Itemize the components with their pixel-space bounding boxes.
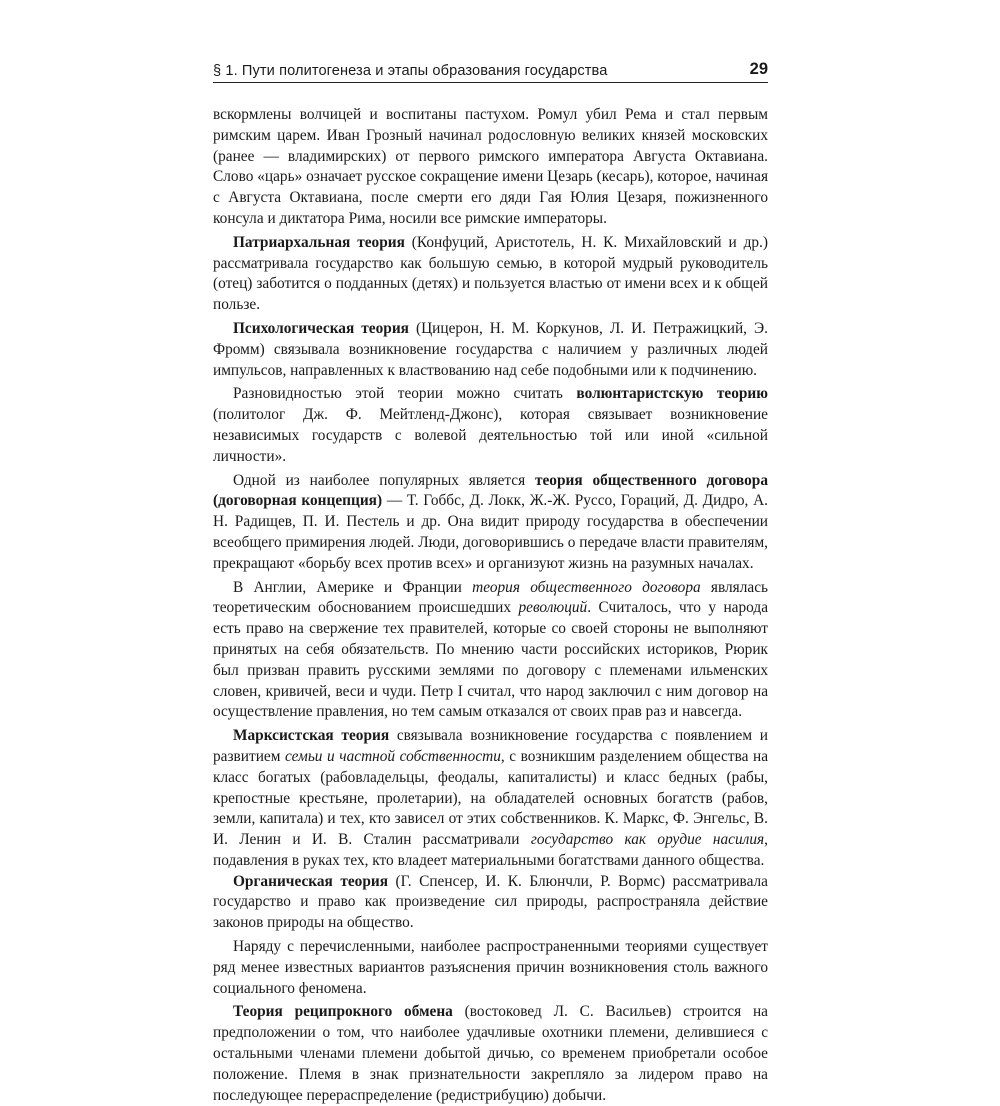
- bold-term: Органическая теория: [233, 872, 389, 890]
- bold-term: теория общественного договора (договорная концепция): [213, 471, 768, 510]
- paragraph: [213, 1002, 768, 1106]
- italic-term: теория общественного договора: [472, 578, 701, 596]
- running-header: [213, 55, 768, 83]
- text-run: (политолог Дж. Ф. Мейтленд-Джонс), которая связывает возникновение независимых государств с волевой деятельностью той или иной «сильной личности».: [213, 406, 768, 465]
- bold-term: Психологическая теория: [233, 319, 409, 337]
- text-run: В Англии, Америке и Франции: [233, 578, 473, 596]
- text-run: Разновидностью этой теории можно считать: [233, 385, 577, 403]
- paragraph: [213, 726, 768, 872]
- book-page: [213, 55, 768, 1106]
- text-run: (Г. Спенсер, И. К. Блюнчли, Р. Вормс) рассматривала государство и право как произведение сил природы, распространяла действие законов природы на общество.: [213, 872, 768, 932]
- page-number: 29: [749, 60, 768, 78]
- text-run: вскормлены волчицей и воспитаны пастухом. Ромул убил Рема и стал первым римским царем. Иван Грозный начинал родословную великих князей московских (ранее — владимирских) от первого римского императора Августа Октавиана. Слово «царь» означает русское сокращение имени Цезарь (кесарь), которое, начиная с Августа Октавиана, после смерти его дяди Гая Юлия Цезаря, пожизненного консула и диктатора Рима, носили все римские императоры.: [213, 106, 768, 227]
- paragraph: [213, 384, 768, 467]
- text-run: Наряду с перечисленными, наиболее распространенными теориями существует ряд менее известных вариантов разъяснения причин возникновения столь важного социального феномена.: [213, 938, 768, 997]
- text-run: . Считалось, что у народа есть право на свержение тех правителей, которые со своей стороны не выполняют принятых на себя обязательств. По мнению части российских историков, Рюрик был призван править русскими землями по договору с племенами ильменских словен, кривичей, веси и чуди. Петр I считал, что народ заключил с ним договор на осуществление правления, но тем самым отказался от своих прав раз и навсегда.: [213, 599, 769, 721]
- paragraph: [213, 319, 768, 381]
- text-run: (Конфуций, Аристотель, Н. К. Михайловский и др.) рассматривала государство как большую семью, в которой мудрый руководитель (отец) заботится о подданных (детях) и пользуется властью от имени всех и к общей пользе.: [213, 233, 768, 314]
- paragraph: [213, 578, 768, 724]
- text-run: Одной из наиболее популярных является: [233, 471, 535, 489]
- italic-term: революций: [518, 599, 588, 617]
- bold-term: Теория реципрокного обмена: [233, 1003, 453, 1021]
- text-run: являлась теоретическим обоснованием происшедших: [213, 578, 769, 617]
- italic-term: государство как орудие насилия: [530, 831, 765, 849]
- paragraph: [213, 233, 768, 316]
- bold-term: Патриархальная теория: [233, 233, 405, 251]
- paragraph: [213, 105, 768, 230]
- paragraph: [213, 872, 768, 934]
- text-run: , с возникшим разделением общества на класс богатых (рабовладельцы, феодалы, капиталисты) и класс бедных (рабы, крепостные крестьяне, пролетарии), на обладателей основных богатств (рабов, земли, капитала) и тех, кто зависел от этих собственников. К. Маркс, Ф. Энгельс, В. И. Ленин и И. В. Сталин рассматривали: [213, 747, 768, 849]
- body-text: [213, 105, 768, 1106]
- text-run: — Т. Гоббс, Д. Локк, Ж.-Ж. Руссо, Гораций, Д. Дидро, А. Н. Радищев, П. И. Пестель и др. Она видит природу государства в обеспечении всеобщего примирения людей. Люди, договорившись о передаче власти правителям, прекращают «борьбу всех против всех» и организуют жизнь на разумных началах.: [213, 492, 768, 572]
- chapter-title: § 1. Пути политогенеза и этапы образования государства: [213, 63, 608, 79]
- paragraph: [213, 471, 768, 575]
- paragraph: [213, 937, 768, 999]
- italic-term: семьи и частной собственности: [285, 747, 501, 765]
- text-run: , подавления в руках тех, кто владеет материальными богатствами данного общества.: [213, 831, 768, 869]
- bold-term: Марксистская теория: [233, 727, 390, 745]
- bold-term: волюнтаристскую теорию: [576, 385, 768, 403]
- text-run: (востоковед Л. С. Васильев) строится на предположении о том, что наиболее удачливые охотники племени, делившиеся с остальными членами племени добытой дичью, со временем приобретали особое положение. Племя в знак признательности закрепляло за лидером право на последующее перераспределение (редистрибуцию) добычи.: [213, 1003, 768, 1104]
- text-run: (Цицерон, Н. М. Коркунов, Л. И. Петражицкий, Э. Фромм) связывала возникновение государства с наличием у различных людей импульсов, направленных к властвованию над себе подобными или к подчинению.: [213, 319, 768, 379]
- text-run: связывала возникновение государства с появлением и развитием: [213, 727, 768, 765]
